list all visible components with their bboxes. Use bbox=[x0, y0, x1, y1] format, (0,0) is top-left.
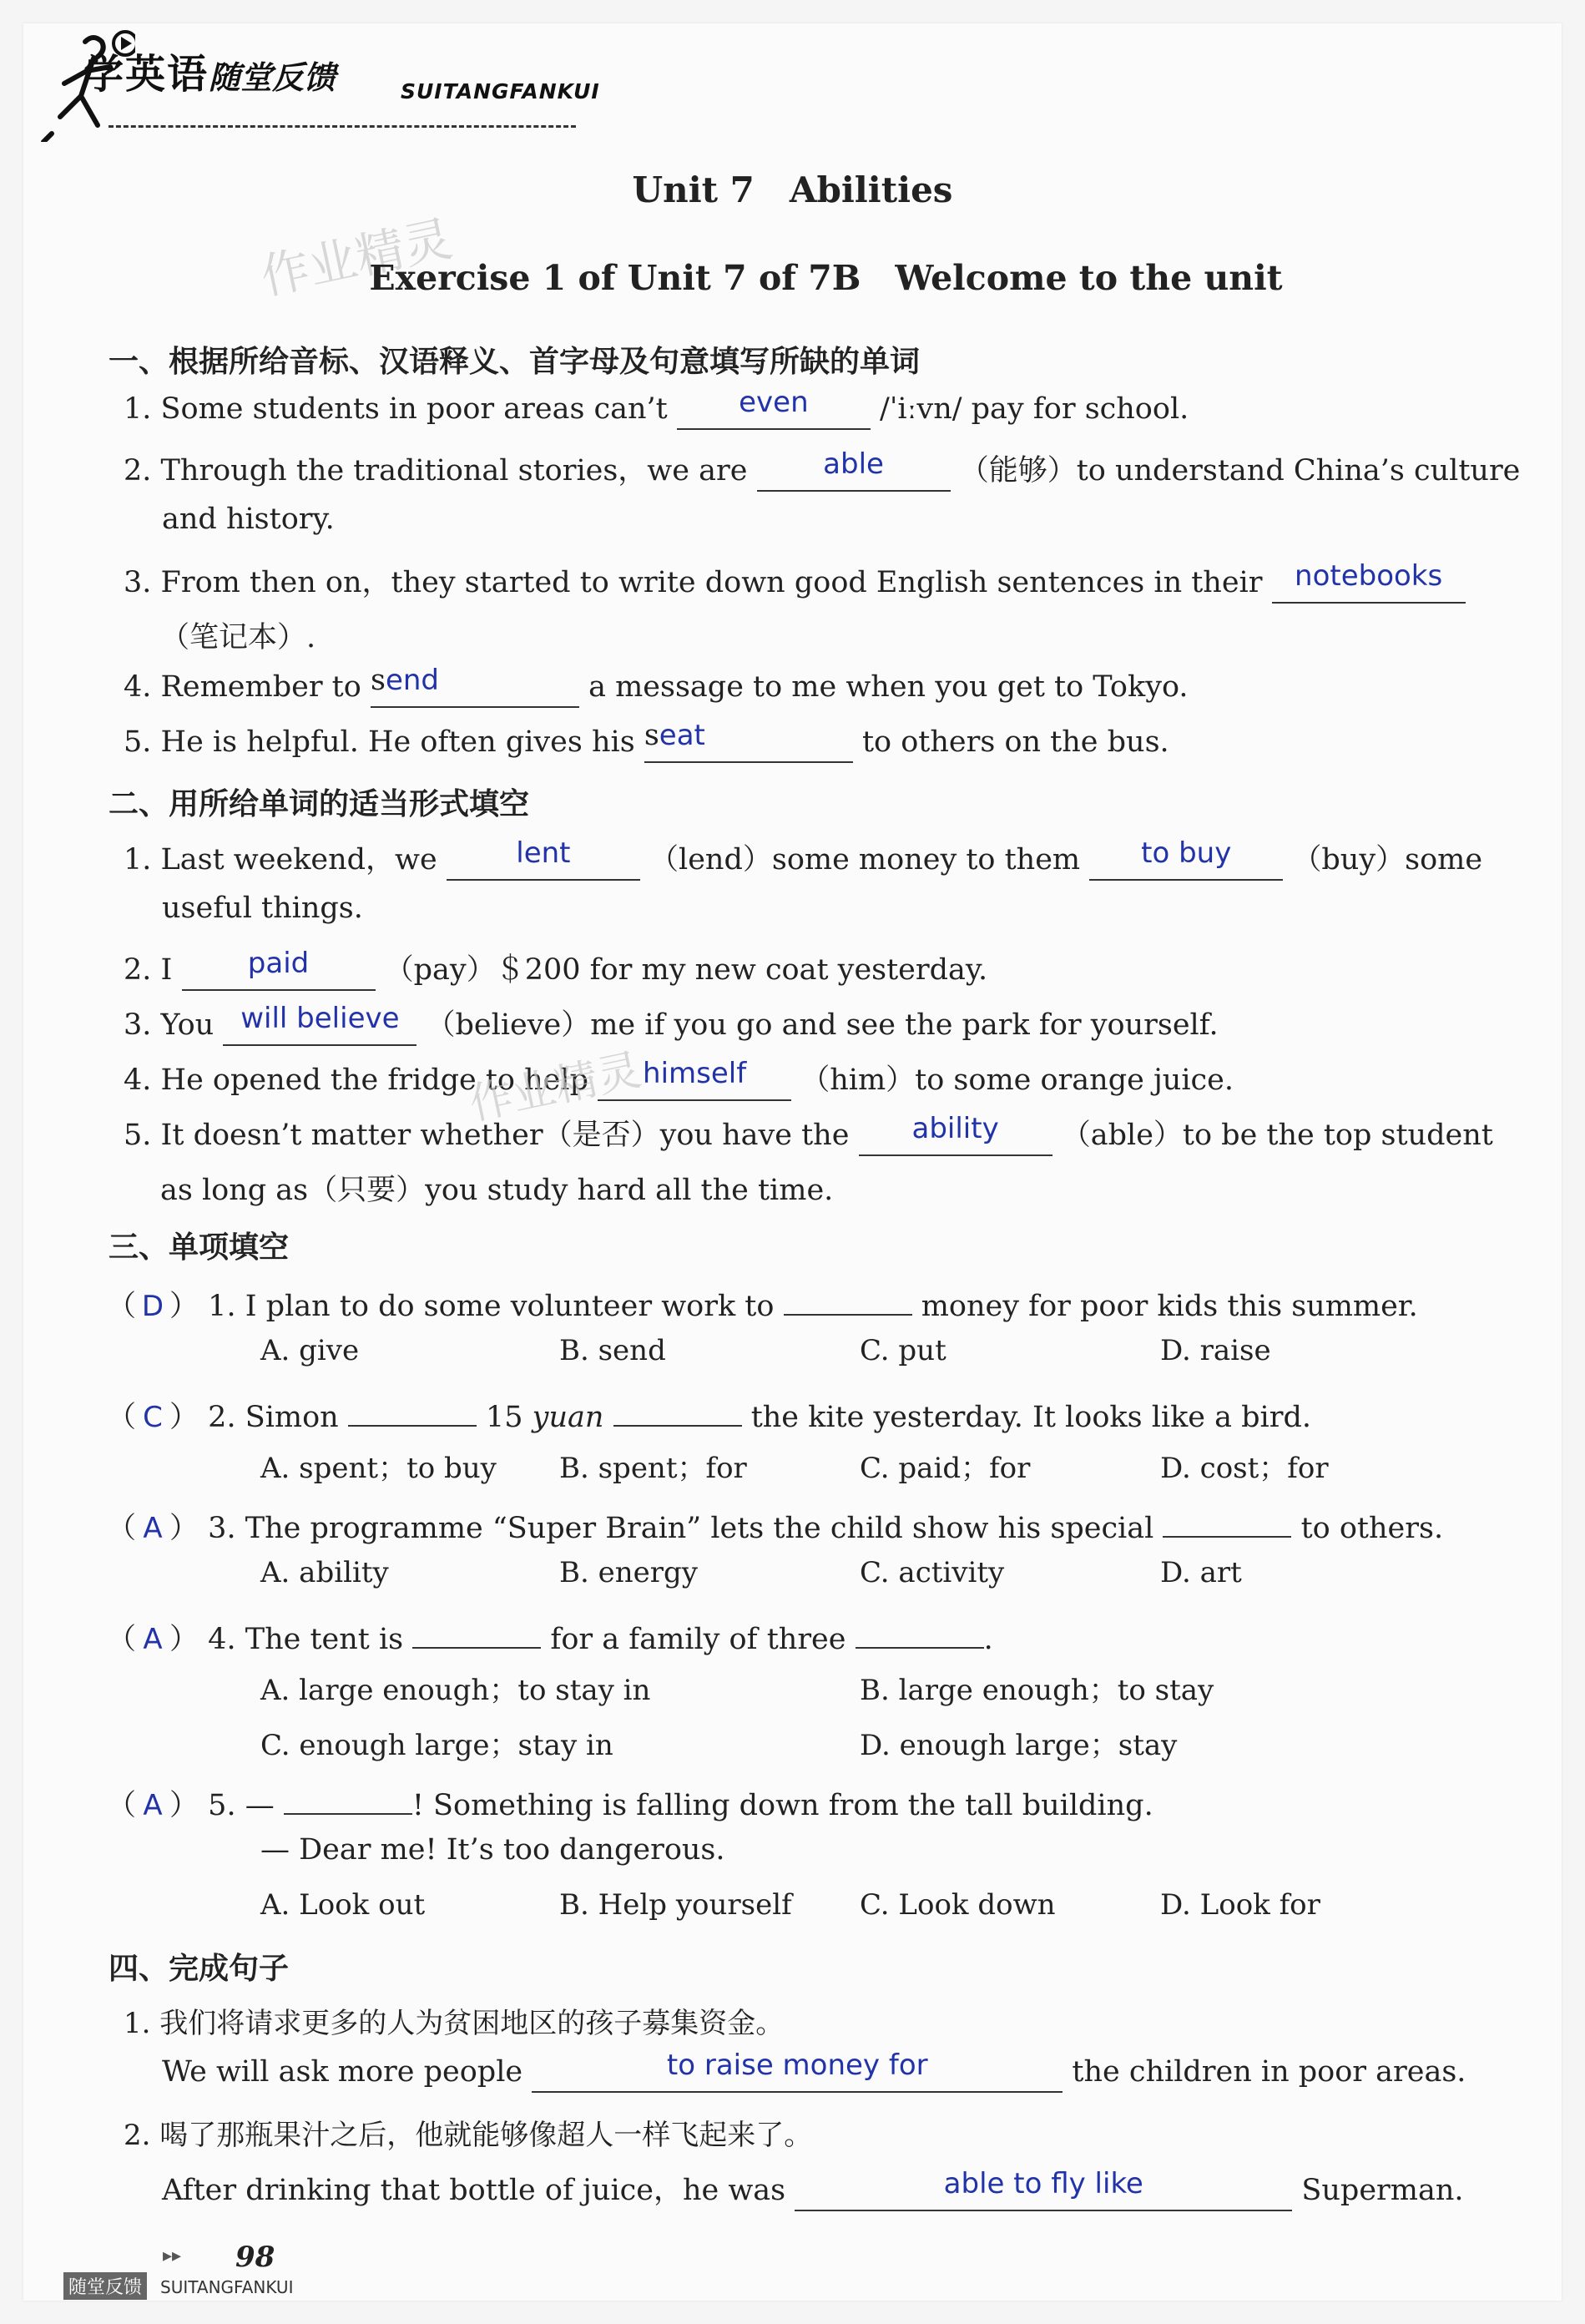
choice-answer[interactable]: A bbox=[143, 1789, 163, 1822]
s4-q1-cn: 1. 我们将请求更多的人为贫困地区的孩子募集资金。 bbox=[124, 2007, 785, 2040]
s2-q1: 1. Last weekend，we lent （lend）some money to them to buy （buy）some bbox=[124, 836, 1482, 881]
logo-subtitle-en: SUITANGFANKUI bbox=[401, 79, 600, 104]
s3-q3: （ A ） 3. The programme “Super Brain” lets the child show his special to others. bbox=[107, 1501, 1443, 1547]
option-c[interactable]: C. enough large；stay in bbox=[260, 1729, 613, 1762]
option-a[interactable]: A. Look out bbox=[260, 1888, 426, 1922]
s1-q3-cont: （笔记本）. bbox=[160, 621, 316, 654]
s2-q4: 4. He opened the fridge to help himself （him）to some orange juice. bbox=[124, 1057, 1234, 1101]
s3-q4: （ A ） 4. The tent is for a family of three . bbox=[107, 1612, 993, 1658]
option-d[interactable]: D. cost；for bbox=[1160, 1452, 1329, 1485]
s3-q5-reply: — Dear me! It’s too dangerous. bbox=[260, 1833, 725, 1867]
choice-answer[interactable]: A bbox=[143, 1512, 163, 1545]
option-a[interactable]: A. spent；to buy bbox=[260, 1452, 497, 1485]
s1-q2: 2. Through the traditional stories，we are able （能够）to understand China’s culture bbox=[124, 447, 1520, 492]
option-a[interactable]: A. give bbox=[260, 1334, 360, 1367]
choice-answer[interactable]: D bbox=[141, 1290, 164, 1323]
answer-blank[interactable]: himself bbox=[598, 1064, 791, 1101]
page-arrows-icon: ▸▸ bbox=[163, 2246, 182, 2266]
option-d[interactable]: D. raise bbox=[1160, 1334, 1271, 1367]
answer-blank[interactable]: notebooks bbox=[1272, 567, 1466, 604]
page-number: 98 bbox=[235, 2241, 275, 2274]
answer-blank[interactable]: send bbox=[371, 671, 579, 708]
section-3-heading: 三、单项填空 bbox=[109, 1230, 290, 1265]
s1-q4: 4. Remember to send a message to me when you get to Tokyo. bbox=[124, 670, 1189, 708]
stem-blank bbox=[284, 1778, 412, 1815]
option-b[interactable]: B. spent；for bbox=[559, 1452, 747, 1485]
stem-blank bbox=[856, 1612, 984, 1649]
s1-q1: 1. Some students in poor areas can’t even /ˈiːvn/ pay for school. bbox=[124, 392, 1189, 430]
stem-blank bbox=[1163, 1501, 1291, 1538]
answer-blank[interactable]: paid bbox=[182, 954, 376, 991]
logo-title-cn: 学英语 bbox=[83, 51, 209, 98]
answer-blank[interactable]: able bbox=[757, 455, 951, 492]
s2-q5-cont: as long as（只要）you study hard all the time. bbox=[160, 1174, 834, 1207]
stem-blank bbox=[613, 1390, 742, 1427]
s4-q2-cn: 2. 喝了那瓶果汁之后，他就能够像超人一样飞起来了。 bbox=[124, 2119, 813, 2152]
option-b[interactable]: B. energy bbox=[559, 1556, 698, 1589]
watermark-2: 作业精灵 bbox=[465, 1044, 646, 1130]
answer-blank[interactable]: lent bbox=[447, 844, 640, 881]
answer-blank[interactable]: to raise money for bbox=[532, 2056, 1063, 2093]
option-c[interactable]: C. put bbox=[860, 1334, 946, 1367]
exercise-subtitle: Exercise 1 of Unit 7 of 7B Welcome to the unit bbox=[369, 258, 1283, 298]
choice-answer[interactable]: A bbox=[143, 1623, 163, 1656]
option-d[interactable]: D. Look for bbox=[1160, 1888, 1320, 1922]
s2-q5: 5. It doesn’t matter whether（是否）you have the ability （able）to be the top student bbox=[124, 1112, 1493, 1156]
section-4-heading: 四、完成句子 bbox=[109, 1952, 290, 1986]
option-b[interactable]: B. send bbox=[559, 1334, 666, 1367]
option-a[interactable]: A. ability bbox=[260, 1556, 389, 1589]
stem-blank bbox=[348, 1390, 477, 1427]
section-1-heading: 一、根据所给音标、汉语释义、首字母及句意填写所缺的单词 bbox=[109, 345, 921, 379]
s4-q2-en: After drinking that bottle of juice，he was able to fly like Superman. bbox=[162, 2167, 1464, 2211]
s1-q3: 3. From then on，they started to write down good English sentences in their notebooks bbox=[124, 559, 1466, 604]
watermark: 作业精灵 bbox=[255, 210, 457, 306]
stem-blank bbox=[412, 1612, 541, 1649]
answer-blank[interactable]: able to fly like bbox=[795, 2175, 1292, 2211]
option-b[interactable]: B. Help yourself bbox=[559, 1888, 792, 1922]
option-a[interactable]: A. large enough；to stay in bbox=[260, 1674, 651, 1707]
answer-blank[interactable]: seat bbox=[644, 726, 853, 763]
answer-blank[interactable]: even bbox=[677, 393, 871, 430]
s1-q2-cont: and history. bbox=[162, 503, 335, 536]
s3-q5: （ A ） 5. — ! Something is falling down from the tall building. bbox=[107, 1778, 1153, 1824]
s3-q1: （ D ） 1. I plan to do some volunteer work to money for poor kids this summer. bbox=[107, 1279, 1418, 1325]
unit-title: Unit 7 Abilities bbox=[632, 169, 953, 210]
stem-blank bbox=[784, 1279, 912, 1316]
option-c[interactable]: C. Look down bbox=[860, 1888, 1056, 1922]
section-2-heading: 二、用所给单词的适当形式填空 bbox=[109, 787, 530, 821]
option-c[interactable]: C. activity bbox=[860, 1556, 1005, 1589]
s1-q5: 5. He is helpful. He often gives his seat to others on the bus. bbox=[124, 725, 1169, 763]
option-b[interactable]: B. large enough；to stay bbox=[860, 1674, 1214, 1707]
option-c[interactable]: C. paid；for bbox=[860, 1452, 1031, 1485]
footer-label-cn: 随堂反馈 bbox=[63, 2272, 147, 2300]
logo-divider bbox=[109, 125, 576, 128]
option-d[interactable]: D. art bbox=[1160, 1556, 1242, 1589]
answer-blank[interactable]: to buy bbox=[1089, 844, 1283, 881]
option-d[interactable]: D. enough large；stay bbox=[860, 1729, 1178, 1762]
choice-answer[interactable]: C bbox=[143, 1401, 163, 1434]
answer-blank[interactable]: will believe bbox=[223, 1009, 416, 1046]
answer-blank[interactable]: ability bbox=[859, 1119, 1052, 1156]
s4-q1-en: We will ask more people to raise money for the children in poor areas. bbox=[162, 2055, 1466, 2093]
logo-subtitle-cn: 随堂反馈 bbox=[209, 59, 336, 96]
s3-q2: （ C ） 2. Simon 15 yuan the kite yesterday. It looks like a bird. bbox=[107, 1390, 1311, 1436]
footer-label-en: SUITANGFANKUI bbox=[160, 2277, 294, 2297]
s2-q3: 3. You will believe （believe）me if you go and see the park for yourself. bbox=[124, 1002, 1219, 1046]
s2-q2: 2. I paid （pay）＄200 for my new coat yesterday. bbox=[124, 947, 987, 991]
s2-q1-cont: useful things. bbox=[162, 892, 363, 925]
